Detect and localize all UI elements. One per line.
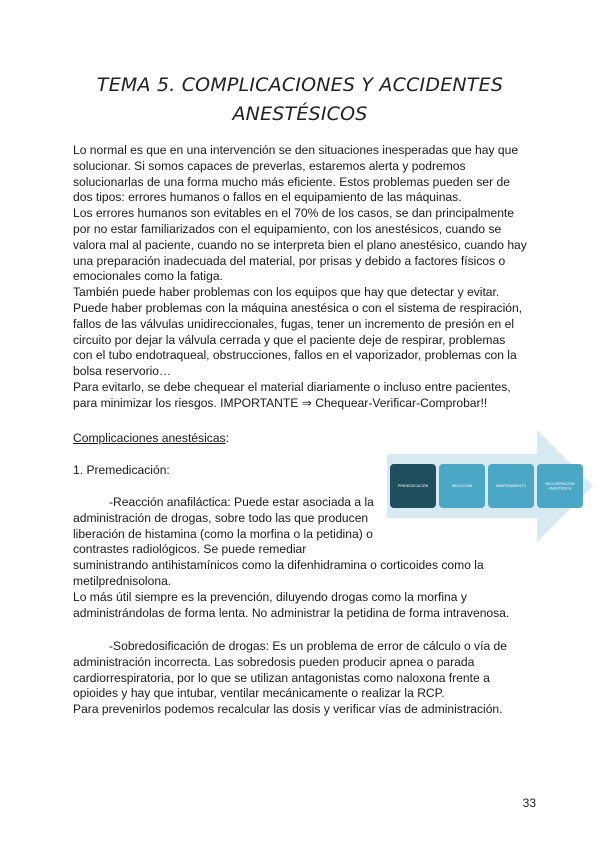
page-number: 33 bbox=[522, 796, 536, 810]
process-step-label: INDUCCIÓN bbox=[451, 484, 473, 489]
text-line: Para evitarlo, se debe chequear el material diariamente o incluso entre pacientes, bbox=[73, 379, 511, 394]
page-title-line1: TEMA 5. COMPLICACIONES Y ACCIDENTES bbox=[96, 74, 504, 96]
text-line: Los errores humanos son evitables en el 70% de los casos, se dan principalmente bbox=[73, 206, 515, 221]
text-line: Para prevenirlos podemos recalcular las dosis y verificar vías de administración. bbox=[73, 702, 503, 717]
text-line: metilprednisolona. bbox=[73, 573, 172, 588]
text-line: solucionar. Si somos capaces de preverlas, estaremos alerta y podremos bbox=[73, 158, 466, 173]
text-line: circuito por dejar la válvula cerrada y que el paciente deje de respirar, problemas bbox=[73, 332, 506, 347]
text-line: una preparación inadecuada del material, por prisas y debido a factores físicos o bbox=[73, 253, 506, 268]
text-line: contrastes radiológicos. Se puede remediar bbox=[73, 542, 307, 557]
text-line: valora mal al paciente, cuando no se interpreta bien el plano anestésico, cuando hay bbox=[73, 237, 527, 252]
text-line: cardiorrespiratoria, por lo que se utilizan antagonistas como naloxona frente a bbox=[73, 670, 490, 685]
text-line: por no estar familiarizados con el equipamiento, con los anestésicos, cuando se bbox=[73, 221, 502, 236]
text-line: -Reacción anafiláctica: Puede estar asociada a la bbox=[109, 495, 374, 509]
text-line: administración de drogas, sobre todo las que producen bbox=[73, 510, 369, 525]
intro-paragraph bbox=[73, 143, 533, 412]
text-line: con el tubo endotraqueal, obstrucciones, fallos en el vaporizador, problemas con la bbox=[73, 348, 517, 363]
process-step-label: PREMEDICACIÓN bbox=[397, 484, 429, 489]
text-line: suministrando antihistamínicos como la difenhidramina o corticoides como la bbox=[73, 558, 484, 573]
text-line: Puede haber problemas con la máquina anestésica o con el sistema de respiración, bbox=[73, 300, 523, 315]
text-line: administrándolas de forma lenta. No administrar la petidina de forma intravenosa. bbox=[73, 605, 510, 620]
overdose-paragraph bbox=[73, 639, 533, 718]
section-heading-colon: : bbox=[225, 431, 229, 445]
process-diagram bbox=[387, 430, 593, 542]
text-line: Lo más útil siempre es la prevención, diluyendo drogas como la morfina y bbox=[73, 589, 467, 604]
list-item-premedicacion: 1. Premedicación: bbox=[73, 463, 170, 477]
text-line: fallos de las válvulas unidireccionales, fugas, tener un incremento de presión en el bbox=[73, 316, 515, 331]
text-line: para minimizar los riesgos. IMPORTANTE ⇒ Chequear-Verificar-Comprobar!! bbox=[73, 395, 488, 410]
section-heading-text: Complicaciones anestésicas bbox=[73, 431, 226, 445]
process-diagram-svg bbox=[387, 430, 593, 542]
text-line: -Sobredosificación de drogas: Es un problema de error de cálculo o vía de bbox=[109, 639, 507, 653]
text-line: liberación de histamina (como la morfina o la petidina) o bbox=[73, 526, 373, 541]
page-title-line2: ANESTÉSICOS bbox=[232, 103, 368, 125]
text-line: Lo normal es que en una intervención se den situaciones inesperadas que hay que bbox=[73, 143, 519, 157]
text-line: bolsa reservorio… bbox=[73, 364, 172, 379]
text-line: También puede haber problemas con los equipos que hay que detectar y evitar. bbox=[73, 285, 500, 300]
process-step-label: RECUPERACIÓN ANESTÉSICA bbox=[545, 481, 575, 491]
text-line: administración incorrecta. Las sobredosis pueden producir apnea o parada bbox=[73, 654, 475, 669]
process-step-label: MANTENIMIENTO bbox=[495, 484, 527, 489]
text-line: solucionarlas de una forma mucho más eficiente. Estos problemas pueden ser de bbox=[73, 174, 510, 189]
text-line: opioides y hay que intubar, ventilar mecánicamente o realizar la RCP. bbox=[73, 686, 445, 701]
text-line: dos tipos: errores humanos o fallos en el equipamiento de las máquinas. bbox=[73, 190, 462, 205]
text-line: emocionales como la fatiga. bbox=[73, 269, 223, 284]
